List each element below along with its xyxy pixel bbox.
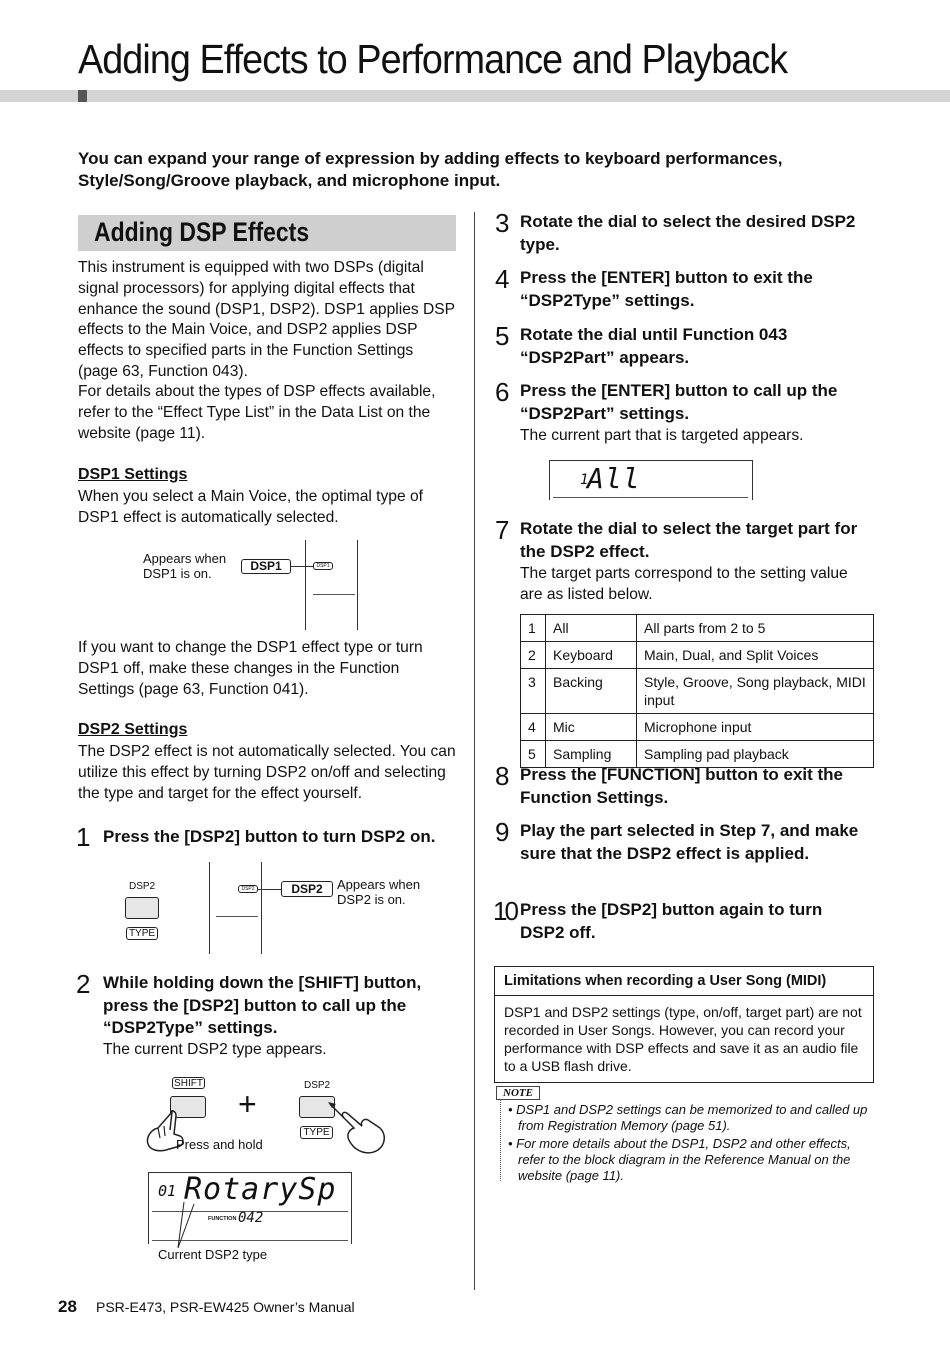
page-number: 28 bbox=[58, 1297, 77, 1316]
step-number: 8 bbox=[495, 761, 510, 791]
note-item: • DSP1 and DSP2 settings can be memorized to and called up from Registration Memory (page 51). bbox=[508, 1102, 868, 1133]
dsp1-lcd-line bbox=[313, 594, 355, 595]
table-cell: Sampling pad playback bbox=[637, 741, 874, 768]
dsp1-heading: DSP1 Settings bbox=[78, 466, 188, 483]
dsp2-tag: DSP2 bbox=[281, 881, 333, 897]
shift-label: SHIFT bbox=[172, 1077, 205, 1089]
step-text: Rotate the dial until Function 043 “DSP2Part” appears. bbox=[520, 325, 788, 367]
note-label: NOTE bbox=[496, 1086, 540, 1100]
table-cell: Mic bbox=[546, 714, 637, 741]
dsp2-button-label: DSP2 bbox=[129, 881, 156, 892]
caption-leader-lines bbox=[170, 1200, 200, 1250]
dsp2-lcd-indicator: DSP2 bbox=[238, 885, 258, 893]
right-hand-icon bbox=[328, 1100, 390, 1158]
dsp2-type-label-2: TYPE bbox=[300, 1126, 333, 1139]
table-cell: Keyboard bbox=[546, 642, 637, 669]
press-hold-label: Press and hold bbox=[176, 1137, 263, 1152]
step-number: 2 bbox=[76, 969, 91, 999]
part-lcd-text: All bbox=[587, 462, 641, 495]
table-cell: Backing bbox=[546, 669, 637, 714]
parts-table bbox=[520, 614, 874, 768]
note-list bbox=[508, 1102, 874, 1186]
table-cell: Style, Groove, Song playback, MIDI input bbox=[637, 669, 874, 714]
dsp1-change-text: If you want to change the DSP1 effect type or turn DSP1 off, make these changes in the Function Settings (page 63, Function 041). bbox=[78, 639, 423, 698]
dsp1-tag: DSP1 bbox=[241, 559, 291, 574]
dsp2-button-label-2: DSP2 bbox=[304, 1080, 331, 1091]
note-bar bbox=[500, 1099, 501, 1181]
step-number: 5 bbox=[495, 321, 510, 351]
dsp1-callout: Appears when DSP1 is on. bbox=[143, 551, 227, 581]
section-heading bbox=[78, 215, 456, 251]
step-text: Press the [ENTER] button to exit the “DSP2Type” settings. bbox=[520, 268, 813, 310]
note-item: • For more details about the DSP1, DSP2 and other effects, refer to the block diagram in the Reference Manual on the website (page 11). bbox=[508, 1136, 851, 1183]
dsp2-lcd-frame bbox=[209, 862, 262, 954]
dsp2-type-label: TYPE bbox=[126, 927, 158, 940]
dsp2-heading: DSP2 Settings bbox=[78, 721, 188, 738]
table-cell: 4 bbox=[521, 714, 546, 741]
part-lcd-number: 1 bbox=[580, 472, 589, 488]
table-cell: 1 bbox=[521, 615, 546, 642]
dsp2-button bbox=[125, 897, 159, 919]
dsp2-leader-line bbox=[258, 889, 281, 890]
table-row bbox=[521, 669, 874, 714]
step-text: Play the part selected in Step 7, and make sure that the DSP2 effect is applied. bbox=[520, 821, 859, 863]
step-text: Press the [FUNCTION] button to exit the Function Settings. bbox=[520, 765, 843, 807]
table-row bbox=[521, 642, 874, 669]
step-number: 6 bbox=[495, 377, 510, 407]
page-title: Adding Effects to Performance and Playback bbox=[78, 36, 788, 82]
step-text: Press the [ENTER] button to call up the “DSP2Part” settings. bbox=[520, 381, 838, 423]
intro-text: You can expand your range of expression by adding effects to keyboard performances, Style/Song/Groove playback, and microphone input. bbox=[78, 149, 783, 190]
table-cell: Sampling bbox=[546, 741, 637, 768]
function-number: 042 bbox=[238, 1210, 264, 1226]
table-row bbox=[521, 714, 874, 741]
dsp2-lcd-line bbox=[216, 916, 258, 917]
step-number: 10 bbox=[493, 896, 516, 926]
function-label: FUNCTION bbox=[208, 1216, 237, 1222]
function-lcd-number: 01 bbox=[158, 1182, 177, 1200]
dsp1-lcd-indicator: DSP1 bbox=[313, 562, 333, 570]
dsp1-lcd-frame bbox=[305, 540, 358, 630]
title-rule bbox=[0, 90, 950, 102]
table-cell: All parts from 2 to 5 bbox=[637, 615, 874, 642]
step-number: 3 bbox=[495, 208, 510, 238]
table-cell: All bbox=[546, 615, 637, 642]
step-text: Rotate the dial to select the target part for the DSP2 effect. bbox=[520, 519, 858, 561]
manual-name: PSR-E473, PSR-EW425 Owner’s Manual bbox=[96, 1299, 355, 1315]
current-type-caption: Current DSP2 type bbox=[158, 1247, 268, 1262]
table-cell: 3 bbox=[521, 669, 546, 714]
plus-sign: + bbox=[238, 1086, 257, 1122]
dsp1-text: When you select a Main Voice, the optimal type of DSP1 effect is automatically selected. bbox=[78, 488, 423, 526]
table-cell: 2 bbox=[521, 642, 546, 669]
step-number: 7 bbox=[495, 515, 510, 545]
section-title: Adding DSP Effects bbox=[94, 217, 310, 247]
table-cell: 5 bbox=[521, 741, 546, 768]
dsp2-callout: Appears when DSP2 is on. bbox=[337, 877, 421, 907]
table-cell: Main, Dual, and Split Voices bbox=[637, 642, 874, 669]
step-text: Press the [DSP2] button again to turn DSP2 off. bbox=[520, 900, 823, 942]
step-subtext: The current DSP2 type appears. bbox=[103, 1041, 327, 1058]
title-rule-mark bbox=[78, 90, 87, 102]
dsp2-text: The DSP2 effect is not automatically selected. You can utilize this effect by turning DSP2 on/off and selecting the type and target for the effect yourself. bbox=[78, 743, 456, 802]
part-lcd-line bbox=[553, 497, 748, 498]
step-text: Rotate the dial to select the desired DSP2 type. bbox=[520, 212, 856, 254]
limitations-title: Limitations when recording a User Song (MIDI) bbox=[495, 967, 873, 996]
step-number: 4 bbox=[495, 264, 510, 294]
step-text: Press the [DSP2] button to turn DSP2 on. bbox=[103, 827, 436, 846]
section-paragraph-2: For details about the types of DSP effects available, refer to the “Effect Type List” in the Data List on the website (page 11). bbox=[78, 383, 436, 442]
step-number: 9 bbox=[495, 817, 510, 847]
limitations-box bbox=[494, 966, 874, 1083]
table-cell: Microphone input bbox=[637, 714, 874, 741]
step-text: While holding down the [SHIFT] button, press the [DSP2] button to call up the “DSP2Type” settings. bbox=[103, 973, 422, 1037]
function-lcd-text: RotarySp bbox=[184, 1172, 337, 1207]
section-paragraph-1: This instrument is equipped with two DSPs (digital signal processors) for applying digital effects that enhance the sound (DSP1, DSP2). DSP1 applies DSP effects to the Main Voice, and DSP2 applies DSP effects to specified parts in the Function Settings (page 63, Function 043). bbox=[78, 259, 455, 380]
limitations-text: DSP1 and DSP2 settings (type, on/off, target part) are not recorded in User Songs. However, you can record your performance with DSP effects and save it as an audio file to a USB flash drive. bbox=[504, 1004, 862, 1074]
column-divider bbox=[474, 212, 475, 1290]
step-number: 1 bbox=[76, 822, 91, 852]
step-subtext: The target parts correspond to the setting value are as listed below. bbox=[520, 565, 848, 603]
table-row bbox=[521, 615, 874, 642]
step-subtext: The current part that is targeted appears. bbox=[520, 427, 804, 444]
